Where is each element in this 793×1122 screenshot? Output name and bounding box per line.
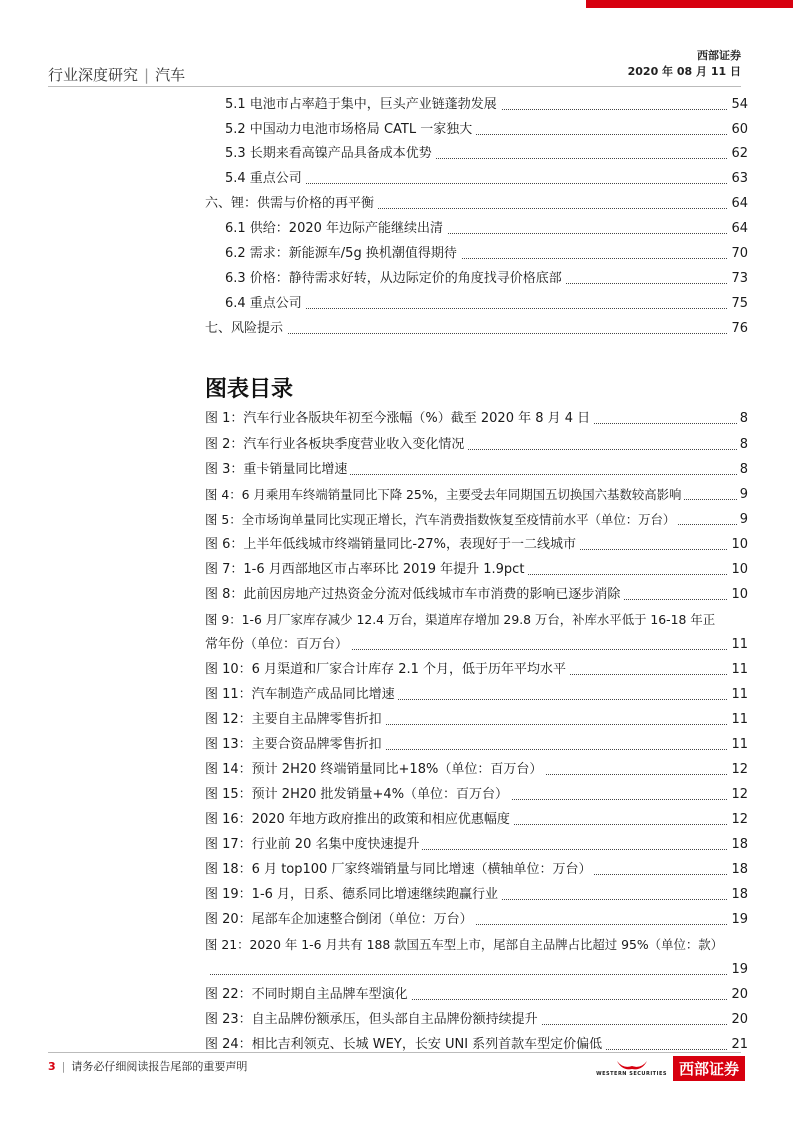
figure-entry[interactable] bbox=[0, 909, 793, 931]
toc-entry-label: 5.2 中国动力电池市场格局 CATL 一家独大 bbox=[225, 119, 476, 141]
toc-entry-label: 5.1 电池市占率趋于集中，巨头产业链蓬勃发展 bbox=[225, 94, 501, 116]
figure-entry[interactable] bbox=[0, 984, 793, 1006]
toc-entry[interactable] bbox=[0, 168, 793, 190]
footer-disclaimer: 请务必仔细阅读报告尾部的重要声明 bbox=[71, 1060, 248, 1073]
company-logo bbox=[596, 1056, 745, 1080]
report-category bbox=[48, 64, 185, 85]
toc-entry[interactable] bbox=[0, 318, 793, 340]
figure-entry[interactable] bbox=[0, 509, 793, 531]
toc-entry[interactable] bbox=[0, 119, 793, 141]
toc-entry-page: 60 bbox=[727, 119, 748, 141]
figure-entry[interactable] bbox=[0, 584, 793, 606]
report-sector: 汽车 bbox=[155, 66, 186, 84]
figure-entry-label: 图 2：汽车行业各板块季度营业收入变化情况 bbox=[205, 434, 467, 456]
figure-entry-label: 图 1：汽车行业各版块年初至今涨幅（%）截至 2020 年 8 月 4 日 bbox=[205, 408, 593, 430]
figure-entry-page: 8 bbox=[737, 434, 748, 456]
figure-entry[interactable] bbox=[0, 759, 793, 781]
figure-entry[interactable] bbox=[0, 859, 793, 881]
figure-entry[interactable] bbox=[0, 1009, 793, 1031]
figure-entry-label: 图 10：6 月渠道和厂家合计库存 2.1 个月，低于历年平均水平 bbox=[205, 659, 569, 681]
figure-entry-page: 20 bbox=[728, 984, 748, 1006]
footer-note bbox=[48, 1058, 247, 1074]
figure-entry-label: 图 19：1-6 月，日系、德系同比增速继续跑赢行业 bbox=[205, 884, 501, 906]
figure-entry-page: 9 bbox=[737, 484, 748, 506]
figure-entry-label: 图 23：自主品牌份额承压，但头部自主品牌份额持续提升 bbox=[205, 1009, 541, 1031]
figure-entry[interactable] bbox=[0, 884, 793, 906]
figure-entry[interactable] bbox=[0, 784, 793, 806]
figure-entry-page: 11 bbox=[728, 659, 748, 681]
figure-entry[interactable] bbox=[0, 834, 793, 856]
toc-entry-label: 6.4 重点公司 bbox=[225, 293, 306, 315]
figure-entry-label: 图 6：上半年低线城市终端销量同比-27%，表现好于一二线城市 bbox=[205, 534, 579, 556]
toc-entry-page: 54 bbox=[727, 94, 748, 116]
toc-entry-label: 6.3 价格：静待需求好转，从边际定价的角度找寻价格底部 bbox=[225, 268, 566, 290]
toc-entry[interactable] bbox=[0, 94, 793, 116]
footer-divider bbox=[48, 1052, 741, 1053]
toc-entry-label: 6.2 需求：新能源车/5g 换机潮值得期待 bbox=[225, 243, 461, 265]
header-accent-bar bbox=[586, 0, 793, 8]
figure-entry-label: 图 24：相比吉利领克、长城 WEY，长安 UNI 系列首款车型定价偏低 bbox=[205, 1034, 605, 1056]
figure-entry-continued[interactable] bbox=[0, 959, 793, 981]
figure-entry-label: 图 22：不同时期自主品牌车型演化 bbox=[205, 984, 411, 1006]
figure-entry-page: 11 bbox=[728, 634, 748, 656]
figure-entry-page: 21 bbox=[728, 1034, 748, 1056]
figure-entry-label: 图 21：2020 年 1-6 月共有 188 款国五车型上市，尾部自主品牌占比超过 95%（单位：款） bbox=[205, 934, 726, 956]
figure-entry-label: 常年份（单位：百万台） bbox=[205, 634, 351, 656]
figure-entry[interactable] bbox=[0, 709, 793, 731]
logo-mark bbox=[596, 1059, 667, 1077]
header-company: 西部证券 bbox=[697, 49, 741, 62]
figure-entry-page: 19 bbox=[728, 909, 748, 931]
toc-entry-page: 64 bbox=[727, 193, 748, 215]
header-meta bbox=[628, 48, 741, 80]
figure-entry-page: 11 bbox=[728, 709, 748, 731]
toc-entry-page: 75 bbox=[727, 293, 748, 315]
figure-entry[interactable] bbox=[0, 809, 793, 831]
toc-entry-label: 七、风险提示 bbox=[205, 318, 287, 340]
figure-entry-page: 18 bbox=[728, 859, 748, 881]
figure-entry-label: 图 13：主要合资品牌零售折扣 bbox=[205, 734, 385, 756]
figure-entry-label: 图 3：重卡销量同比增速 bbox=[205, 459, 350, 481]
figure-entry-page: 8 bbox=[737, 459, 748, 481]
figure-entry-label: 图 20：尾部车企加速整合倒闭（单位：万台） bbox=[205, 909, 476, 931]
figure-entry-label: 图 11：汽车制造产成品同比增速 bbox=[205, 684, 398, 706]
figure-entry[interactable] bbox=[0, 484, 793, 506]
toc-entry-page: 62 bbox=[727, 143, 748, 165]
toc-entry-label: 5.4 重点公司 bbox=[225, 168, 306, 190]
figure-entry-page: 9 bbox=[737, 509, 748, 531]
toc-entry[interactable] bbox=[0, 193, 793, 215]
logo-chinese-text: 西部证券 bbox=[673, 1056, 745, 1081]
figure-entry-page: 20 bbox=[728, 1009, 748, 1031]
figure-entry-label: 图 14：预计 2H20 终端销量同比+18%（单位：百万台） bbox=[205, 759, 545, 781]
toc-entry[interactable] bbox=[0, 243, 793, 265]
figure-entry-label: 图 15：预计 2H20 批发销量+4%（单位：百万台） bbox=[205, 784, 511, 806]
logo-english-text: WESTERN SECURITIES bbox=[596, 1071, 667, 1077]
figure-entry-page: 11 bbox=[728, 684, 748, 706]
toc-entry[interactable] bbox=[0, 293, 793, 315]
figure-entry[interactable] bbox=[0, 459, 793, 481]
figure-entry[interactable] bbox=[0, 559, 793, 581]
figure-entry-label: 图 12：主要自主品牌零售折扣 bbox=[205, 709, 385, 731]
header-divider bbox=[48, 86, 741, 87]
figure-entry-label: 图 8：此前因房地产过热资金分流对低线城市车市消费的影响已逐步消除 bbox=[205, 584, 623, 606]
figure-entry[interactable] bbox=[0, 408, 793, 430]
figure-entry-label: 图 5：全市场询单量同比实现正增长，汽车消费指数恢复至疫情前水平（单位：万台） bbox=[205, 509, 678, 531]
figures-section-title: 图表目录 bbox=[205, 377, 294, 402]
figure-entry-label: 图 9：1-6 月厂家库存减少 12.4 万台，渠道库存增加 29.8 万台，补库水平低于 16-18 年正 bbox=[205, 609, 718, 631]
figure-entry[interactable] bbox=[0, 609, 793, 631]
figure-entry-label: 图 7：1-6 月西部地区市占率环比 2019 年提升 1.9pct bbox=[205, 559, 527, 581]
toc-entry-page: 73 bbox=[727, 268, 748, 290]
report-type: 行业深度研究 bbox=[48, 66, 139, 84]
figure-entry[interactable] bbox=[0, 434, 793, 456]
toc-entry-label: 六、锂：供需与价格的再平衡 bbox=[205, 193, 378, 215]
toc-entry[interactable] bbox=[0, 143, 793, 165]
figure-entry-page: 12 bbox=[728, 809, 748, 831]
figure-entry-continued[interactable] bbox=[0, 634, 793, 656]
figure-entry-page: 19 bbox=[728, 959, 748, 981]
figure-entry-page: 12 bbox=[728, 759, 748, 781]
toc-entry-label: 6.1 供给：2020 年边际产能继续出清 bbox=[225, 218, 447, 240]
toc-entry-page: 70 bbox=[727, 243, 748, 265]
toc-entry[interactable] bbox=[0, 218, 793, 240]
figure-entry-page: 10 bbox=[728, 584, 748, 606]
page-number: 3 bbox=[48, 1060, 56, 1073]
figure-entry[interactable] bbox=[0, 684, 793, 706]
bull-horns-icon bbox=[615, 1059, 649, 1071]
figure-entry[interactable] bbox=[0, 534, 793, 556]
figure-entry-page: 10 bbox=[728, 559, 748, 581]
toc-entry[interactable] bbox=[0, 268, 793, 290]
figure-entry-page: 12 bbox=[728, 784, 748, 806]
figure-entry-page: 18 bbox=[728, 834, 748, 856]
figure-entry-label: 图 17：行业前 20 名集中度快速提升 bbox=[205, 834, 422, 856]
figure-entry-page: 18 bbox=[728, 884, 748, 906]
figure-entry[interactable] bbox=[0, 734, 793, 756]
toc-entry-page: 63 bbox=[727, 168, 748, 190]
toc-entry-page: 64 bbox=[727, 218, 748, 240]
toc-entry-label: 5.3 长期来看高镍产品具备成本优势 bbox=[225, 143, 436, 165]
figure-entry-label: 图 18：6 月 top100 厂家终端销量与同比增速（横轴单位：万台） bbox=[205, 859, 594, 881]
figure-entry-page: 10 bbox=[728, 534, 748, 556]
footer-separator: | bbox=[61, 1060, 66, 1073]
figure-entry[interactable] bbox=[0, 934, 793, 956]
figure-entry-label: 图 4：6 月乘用车终端销量同比下降 25%，主要受去年同期国五切换国六基数较高影响 bbox=[205, 484, 684, 506]
figure-entry-page: 11 bbox=[728, 734, 748, 756]
figure-entry-label: 图 16：2020 年地方政府推出的政策和相应优惠幅度 bbox=[205, 809, 513, 831]
header-date: 2020 年 08 月 11 日 bbox=[627, 65, 741, 78]
figure-entry[interactable] bbox=[0, 659, 793, 681]
figure-entry-page: 8 bbox=[737, 408, 748, 430]
toc-entry-page: 76 bbox=[727, 318, 748, 340]
header-separator: | bbox=[144, 66, 150, 84]
